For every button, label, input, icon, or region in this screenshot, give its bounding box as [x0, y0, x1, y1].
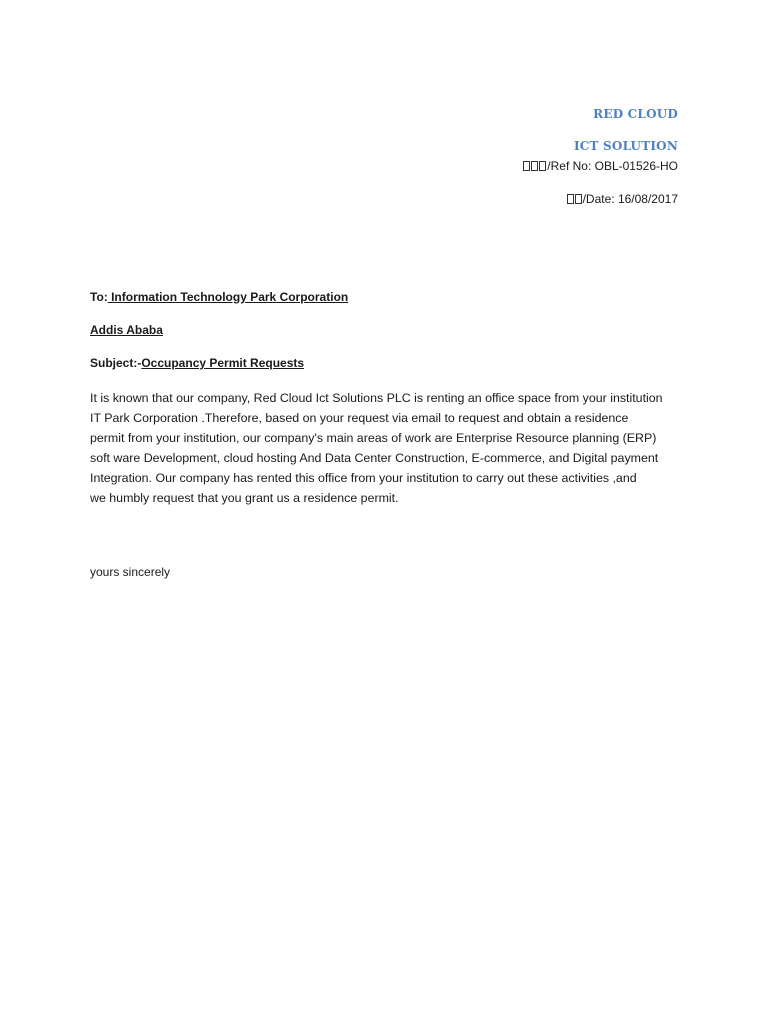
missing-glyph-icon — [531, 161, 538, 171]
company-name-line1: RED CLOUD — [593, 107, 678, 121]
date-value: 16/08/2017 — [617, 192, 678, 206]
missing-glyph-icon — [575, 194, 582, 204]
recipient-line — [90, 289, 680, 305]
ref-value: OBL-01526-HO — [594, 159, 678, 173]
date-label: /Date: — [582, 192, 618, 206]
reference-number — [523, 158, 678, 174]
subject-value: Occupancy Permit Requests — [141, 356, 305, 370]
missing-glyph-icon — [523, 161, 530, 171]
body-paragraph: It is known that our company, Red Cloud Ict Solutions PLC is renting an office space from your institution IT Park Corporation .Therefore, based on your request via email to request and obtain a residence permit from your institution, our company's main areas of work are Enterprise Resource planning (ERP) soft ware Development, cloud hosting And Data Center Construction, E-commerce, and Digital payment Integration. Our company has rented this office from your institution to carry out these activities ,and we humbly request that you grant us a residence permit. — [90, 391, 663, 505]
missing-glyph-icon — [567, 194, 574, 204]
recipient-city: Addis Ababa — [90, 323, 163, 337]
closing-salutation: yours sincerely — [90, 565, 171, 579]
subject-line — [90, 355, 680, 371]
missing-glyph-icon — [539, 161, 546, 171]
letter-body — [90, 289, 680, 580]
ref-label: /Ref No: — [547, 159, 595, 173]
recipient-name: Information Technology Park Corporation — [107, 290, 349, 304]
letterhead — [523, 106, 678, 207]
company-name-line2: ICT SOLUTION — [573, 139, 678, 153]
letter-date — [523, 191, 678, 207]
to-label: To: — [90, 290, 108, 304]
subject-label: Subject:- — [90, 356, 142, 370]
